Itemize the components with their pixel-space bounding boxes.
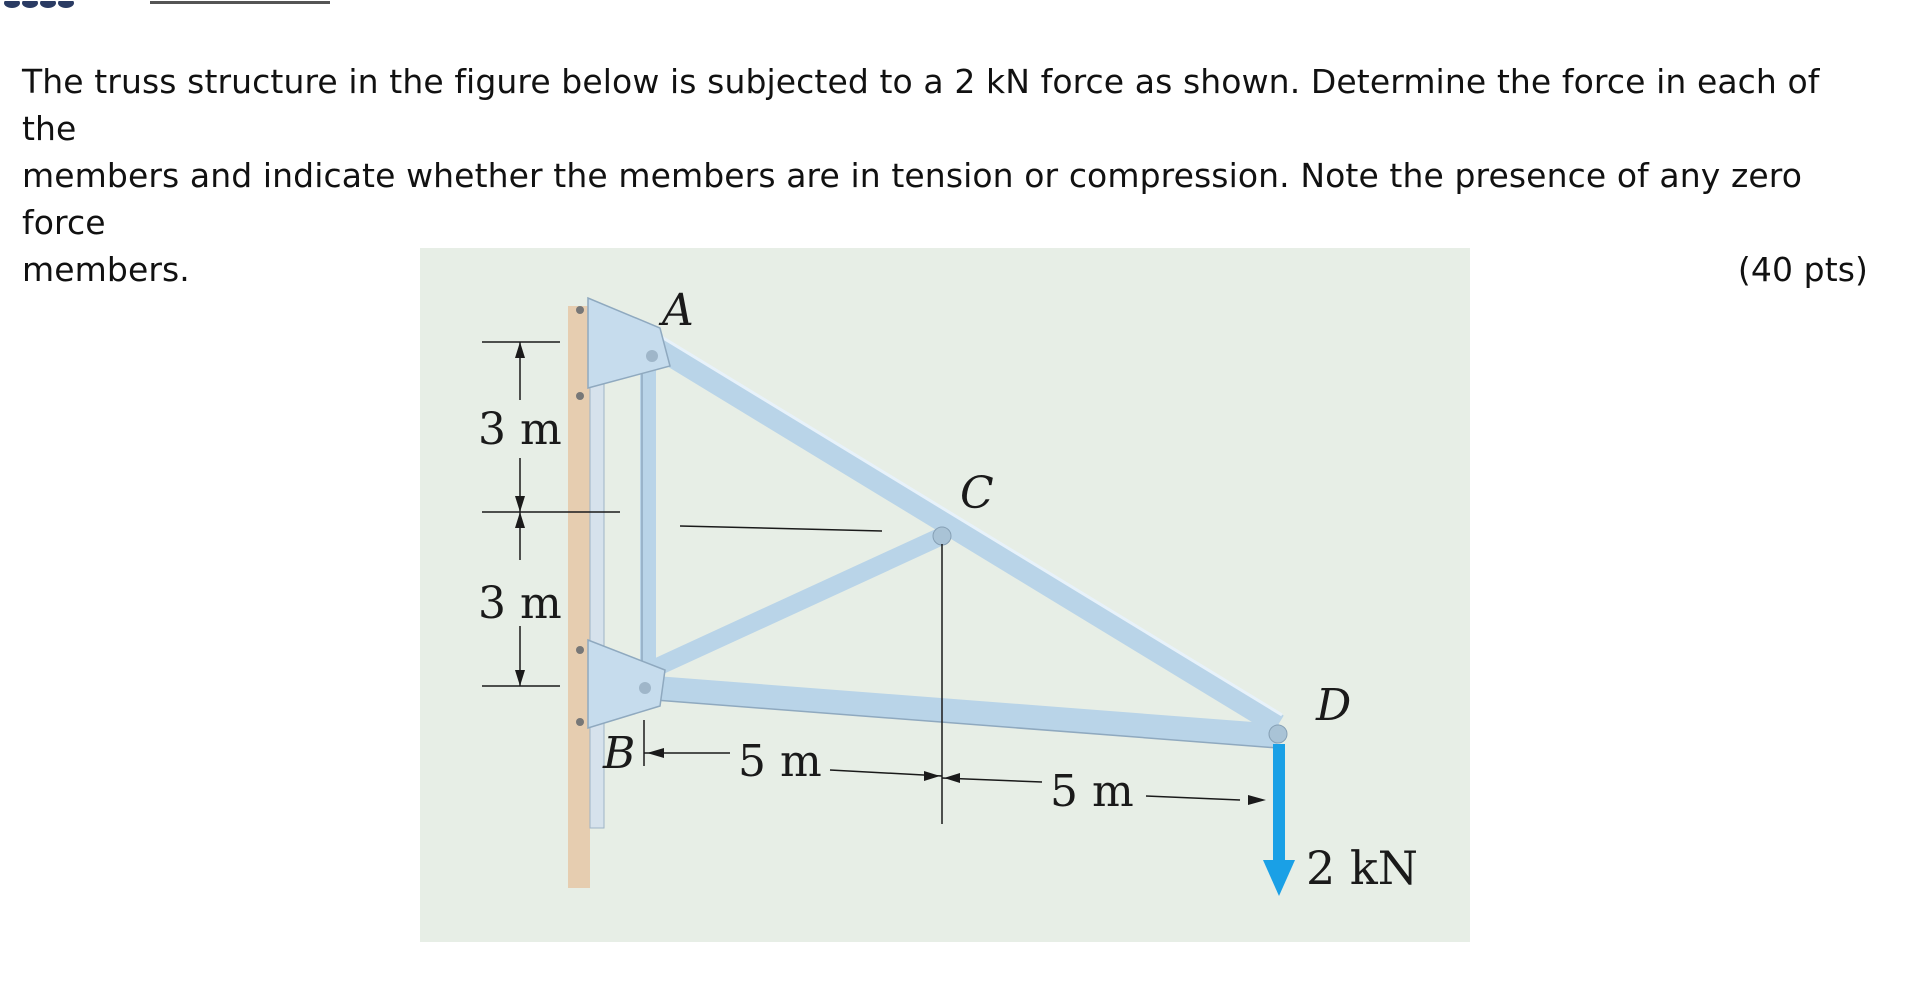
pin-b	[639, 682, 651, 694]
truss-diagram	[420, 248, 1470, 942]
load-label: 2 kN	[1306, 841, 1419, 895]
bolt	[576, 646, 584, 654]
logo-fragment	[0, 1, 1912, 15]
points-label: (40 pts)	[1737, 250, 1868, 289]
truss-figure	[420, 248, 1470, 942]
top-strip	[0, 0, 1912, 14]
member-bc	[655, 536, 942, 668]
dimension-label-vertical-lower: 3 m	[478, 578, 562, 629]
joint-label-a: A	[662, 285, 694, 336]
dimension-label-horizontal-right: 5 m	[1050, 766, 1134, 817]
bolt	[576, 392, 584, 400]
member-acd	[655, 346, 1278, 725]
bolt	[576, 718, 584, 726]
joint-label-c: C	[960, 468, 994, 519]
problem-line-1: The truss structure in the figure below is subjected to a 2 kN force as shown. Determine the force in each of the	[22, 62, 1820, 148]
bolt	[576, 306, 584, 314]
wall-column	[590, 358, 604, 828]
joint-label-d: D	[1316, 680, 1352, 731]
dimension-label-horizontal-left: 5 m	[738, 736, 822, 787]
load-arrow-shaft	[1273, 744, 1285, 864]
member-acd-edge	[660, 336, 1282, 715]
problem-line-3-text: members.	[22, 250, 190, 289]
gusset-a	[588, 298, 670, 388]
problem-line-2: members and indicate whether the members are in tension or compression. Note the presence of any zero force	[22, 156, 1803, 242]
load-arrow-head	[1263, 860, 1295, 896]
pin-a	[646, 350, 658, 362]
pin-c	[933, 527, 951, 545]
pin-d	[1269, 725, 1287, 743]
member-bd	[655, 688, 1278, 736]
dimension-label-vertical-upper: 3 m	[478, 404, 562, 455]
joint-label-b: B	[603, 728, 636, 779]
